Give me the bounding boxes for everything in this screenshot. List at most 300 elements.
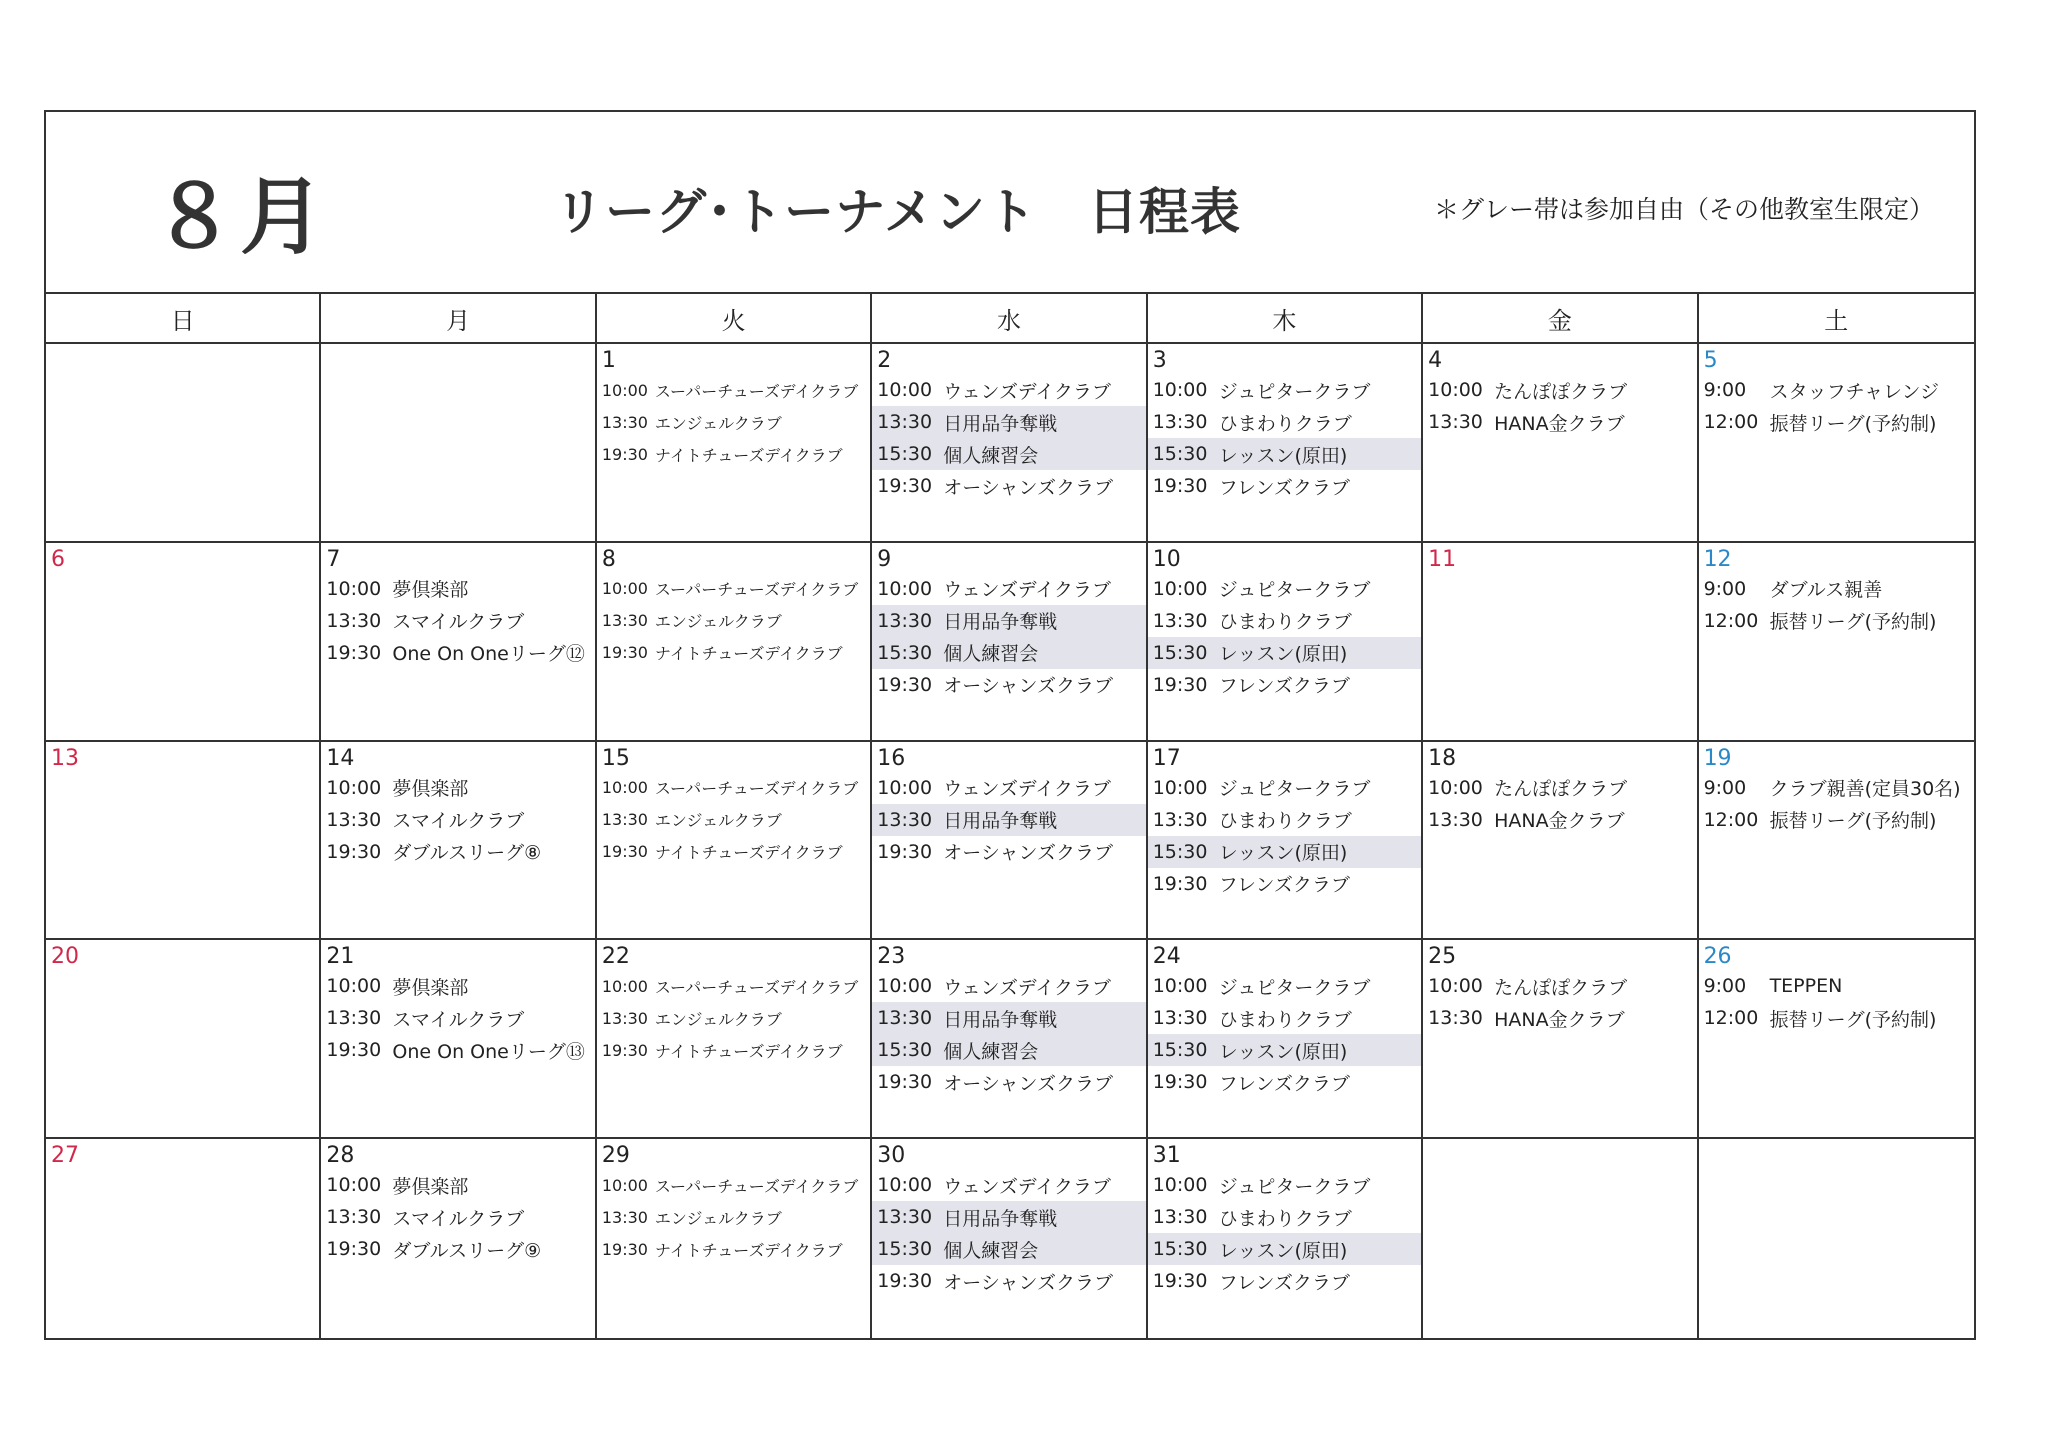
event-name: ウェンズデイクラブ: [943, 976, 1111, 999]
event-time: 10:00: [1428, 379, 1483, 401]
event-time: 10:00: [1428, 776, 1483, 799]
event-name: スマイルクラブ: [392, 611, 525, 634]
schedule-sheet: [44, 110, 1976, 1340]
event-name: オーシャンズクラブ: [943, 476, 1113, 499]
event-time: 19:30: [1152, 1270, 1208, 1293]
event-row: [1423, 772, 1696, 804]
event-name: 日用品争奪戦: [943, 1008, 1058, 1031]
event-time: 19:30: [877, 1270, 933, 1293]
event-time: 10:00: [877, 1174, 933, 1197]
event-row: [1423, 804, 1696, 836]
event-time: 9:00: [1703, 776, 1747, 799]
event-row: [597, 836, 870, 868]
event-name: たんぽぽクラブ: [1494, 778, 1628, 801]
event-name: 夢倶楽部: [392, 1175, 469, 1198]
day-number: 4: [1428, 348, 1443, 373]
event-time: 13:30: [1152, 609, 1208, 632]
event-row: [597, 1233, 870, 1265]
day-number: 27: [51, 1143, 79, 1169]
event-name: 日用品争奪戦: [943, 412, 1058, 435]
event-name: スマイルクラブ: [392, 1008, 525, 1031]
event-row: [597, 637, 870, 669]
event-name: ジュピタークラブ: [1218, 380, 1371, 403]
day-cell: [597, 543, 872, 742]
event-time: 19:30: [601, 842, 648, 862]
day-number: 21: [326, 944, 355, 970]
event-time: 10:00: [877, 577, 933, 600]
event-name: ダブルスリーグ⑨: [392, 1239, 542, 1262]
event-name: エンジェルクラブ: [654, 413, 782, 433]
event-time: 10:00: [326, 776, 382, 799]
day-number: 20: [51, 944, 79, 970]
event-name: 振替リーグ(予約制): [1769, 611, 1937, 634]
day-cell: [597, 940, 872, 1139]
event-name: エンジェルクラブ: [654, 1208, 782, 1228]
event-name: オーシャンズクラブ: [943, 675, 1113, 698]
day-number: 11: [1428, 546, 1457, 572]
event-time: 10:00: [601, 579, 648, 599]
event-row: [872, 374, 1145, 406]
day-cell: [597, 1139, 872, 1338]
event-name: 夢倶楽部: [392, 579, 469, 602]
day-number: 28: [326, 1143, 355, 1169]
event-time: 13:30: [601, 1207, 648, 1227]
event-time: 13:30: [601, 1008, 648, 1028]
day-number: 12: [1703, 546, 1732, 572]
event-name: ナイトチューズデイクラブ: [654, 1041, 843, 1061]
weekday-sun: 日: [46, 294, 321, 344]
event-row: [321, 637, 594, 669]
event-time: 15:30: [1152, 443, 1208, 465]
event-name: スーパーチューズデイクラブ: [654, 381, 859, 401]
event-name: 個人練習会: [943, 1040, 1039, 1063]
day-number: 14: [326, 745, 355, 771]
event-time: 13:30: [1152, 1206, 1208, 1229]
day-cell: [1699, 742, 1974, 941]
day-cell: [597, 344, 872, 543]
event-row: [872, 970, 1145, 1002]
day-number: [1423, 1143, 1696, 1169]
event-time: 15:30: [877, 641, 933, 664]
event-name: クラブ親善(定員30名): [1769, 778, 1961, 801]
event-time: 13:30: [601, 611, 648, 631]
event-name: レッスン(原田): [1218, 444, 1348, 467]
event-time: 13:30: [1428, 411, 1483, 433]
day-number: 9: [877, 546, 892, 572]
event-time: 9:00: [1703, 975, 1747, 998]
day-number: 25: [1428, 944, 1457, 970]
event-name: オーシャンズクラブ: [943, 842, 1113, 865]
day-number: 24: [1152, 944, 1181, 970]
event-name: ひまわりクラブ: [1218, 1207, 1352, 1230]
page-title: リーグ･トーナメント 日程表: [554, 183, 1241, 241]
day-cell: [321, 1139, 596, 1338]
event-name: HANA金クラブ: [1494, 810, 1625, 833]
day-number: 5: [1703, 348, 1718, 373]
event-time: 19:30: [326, 641, 382, 664]
event-row: [321, 1169, 594, 1201]
day-number: 22: [601, 944, 630, 970]
event-row: [1148, 669, 1421, 701]
event-name: ジュピタークラブ: [1218, 778, 1371, 801]
event-row: [1148, 1201, 1421, 1233]
event-row: [1148, 1233, 1421, 1265]
day-number: 2: [877, 348, 892, 373]
weekday-fri: 金: [1423, 294, 1698, 344]
event-time: 15:30: [1152, 1238, 1208, 1261]
event-row: [321, 573, 594, 605]
event-row: [872, 1201, 1145, 1233]
event-name: ウェンズデイクラブ: [943, 579, 1111, 602]
event-time: 10:00: [1428, 975, 1483, 998]
event-row: [597, 573, 870, 605]
event-name: One On Oneリーグ⑬: [392, 1040, 585, 1063]
event-time: 19:30: [877, 1071, 933, 1094]
event-name: 個人練習会: [943, 444, 1039, 467]
event-time: 19:30: [1152, 872, 1208, 895]
event-row: [321, 970, 594, 1002]
event-row: [1699, 1002, 1974, 1034]
event-name: エンジェルクラブ: [654, 811, 782, 831]
event-time: 15:30: [877, 1238, 933, 1261]
event-row: [321, 804, 594, 836]
day-cell: [46, 940, 321, 1139]
event-name: ジュピタークラブ: [1218, 579, 1371, 602]
event-name: ひまわりクラブ: [1218, 1008, 1352, 1031]
event-name: レッスン(原田): [1218, 1040, 1348, 1063]
event-row: [597, 1169, 870, 1201]
event-time: 10:00: [1152, 1174, 1208, 1197]
event-row: [1148, 470, 1421, 502]
event-time: 13:30: [1428, 1007, 1483, 1030]
event-name: ひまわりクラブ: [1218, 611, 1352, 634]
event-name: 日用品争奪戦: [943, 810, 1058, 833]
event-name: ウェンズデイクラブ: [943, 1175, 1111, 1198]
event-time: 15:30: [1152, 840, 1208, 863]
event-name: 振替リーグ(予約制): [1769, 810, 1937, 833]
event-time: 19:30: [1152, 475, 1208, 497]
event-name: レッスン(原田): [1218, 1239, 1348, 1262]
event-name: ひまわりクラブ: [1218, 412, 1352, 435]
event-time: 10:00: [601, 976, 648, 996]
event-row: [872, 1066, 1145, 1098]
event-time: 13:30: [1428, 808, 1483, 831]
event-name: TEPPEN: [1769, 975, 1843, 998]
event-time: 10:00: [1152, 577, 1208, 600]
event-time: 19:30: [1152, 1071, 1208, 1094]
event-time: 19:30: [326, 1039, 382, 1062]
weekday-wed: 水: [872, 294, 1147, 344]
event-row: [597, 374, 870, 406]
event-time: 15:30: [877, 1039, 933, 1062]
day-cell: [46, 1139, 321, 1338]
event-time: 10:00: [877, 975, 933, 998]
event-time: 10:00: [1152, 776, 1208, 799]
day-number: 23: [877, 944, 906, 970]
event-name: スーパーチューズデイクラブ: [654, 779, 859, 799]
event-name: レッスン(原田): [1218, 842, 1348, 865]
event-row: [597, 1201, 870, 1233]
event-row: [321, 1002, 594, 1034]
event-name: フレンズクラブ: [1218, 675, 1350, 698]
event-name: スーパーチューズデイクラブ: [654, 977, 859, 997]
event-row: [1423, 1002, 1696, 1034]
event-row: [1148, 1066, 1421, 1098]
event-row: [321, 1201, 594, 1233]
event-name: フレンズクラブ: [1218, 1271, 1350, 1294]
day-cell: [1699, 940, 1974, 1139]
event-name: スーパーチューズデイクラブ: [654, 580, 859, 600]
event-name: 日用品争奪戦: [943, 1207, 1058, 1230]
event-row: [872, 1169, 1145, 1201]
event-row: [1699, 804, 1974, 836]
month-title: ８月: [152, 168, 329, 266]
event-time: 19:30: [326, 840, 382, 863]
event-time: 19:30: [1152, 673, 1208, 696]
weekday-thu: 木: [1148, 294, 1423, 344]
day-number: 7: [326, 546, 341, 572]
day-cell: [872, 742, 1147, 941]
gray-band-note: ＊グレー帯は参加自由（その他教室生限定）: [1433, 195, 1934, 224]
event-time: 10:00: [601, 380, 648, 400]
weekday-sat: 土: [1699, 294, 1974, 344]
event-name: One On Oneリーグ⑫: [392, 643, 585, 666]
day-number: 15: [601, 745, 630, 771]
day-cell: [1423, 742, 1698, 941]
event-row: [1699, 406, 1974, 438]
event-row: [1148, 406, 1421, 438]
day-cell: [46, 344, 321, 543]
day-cell: [1423, 344, 1698, 543]
day-number: 31: [1152, 1143, 1181, 1169]
day-cell: [872, 344, 1147, 543]
event-time: 13:30: [1152, 1007, 1208, 1030]
day-cell: [872, 543, 1147, 742]
event-time: 12:00: [1703, 808, 1759, 831]
calendar-grid: [46, 294, 1974, 1338]
day-number: 6: [51, 546, 65, 572]
event-time: 10:00: [326, 1174, 382, 1197]
event-name: ナイトチューズデイクラブ: [654, 445, 843, 465]
day-cell: [46, 742, 321, 941]
event-name: スマイルクラブ: [392, 1207, 525, 1230]
event-row: [872, 605, 1145, 637]
event-row: [597, 970, 870, 1002]
event-row: [1699, 970, 1974, 1002]
event-time: 15:30: [1152, 641, 1208, 664]
event-row: [872, 637, 1145, 669]
event-time: 12:00: [1703, 1007, 1759, 1030]
event-row: [597, 1002, 870, 1034]
event-row: [321, 1034, 594, 1066]
weekday-mon: 月: [321, 294, 596, 344]
event-time: 15:30: [1152, 1039, 1208, 1062]
day-number: 13: [51, 745, 79, 771]
event-row: [1148, 1002, 1421, 1034]
event-row: [321, 1233, 594, 1265]
event-time: 10:00: [326, 975, 382, 998]
day-number: [1699, 1143, 1974, 1169]
event-name: 振替リーグ(予約制): [1769, 412, 1937, 435]
event-time: 13:30: [326, 609, 382, 632]
day-number: 16: [877, 745, 906, 771]
day-number: 1: [601, 348, 616, 373]
event-name: オーシャンズクラブ: [943, 1271, 1113, 1294]
event-time: 13:30: [326, 808, 382, 831]
event-name: エンジェルクラブ: [654, 612, 782, 632]
event-row: [872, 438, 1145, 470]
event-time: 10:00: [877, 379, 933, 401]
event-name: ナイトチューズデイクラブ: [654, 1240, 843, 1260]
day-number: 29: [601, 1143, 630, 1169]
day-cell: [321, 940, 596, 1139]
day-cell: [321, 543, 596, 742]
event-row: [872, 836, 1145, 868]
event-time: 13:30: [601, 412, 648, 432]
day-cell: [872, 1139, 1147, 1338]
event-name: スーパーチューズデイクラブ: [654, 1176, 859, 1196]
event-time: 10:00: [601, 1175, 648, 1195]
day-number: 8: [601, 546, 616, 572]
day-cell: [1423, 1139, 1698, 1338]
event-time: 13:30: [877, 609, 933, 632]
event-time: 13:30: [1152, 808, 1208, 831]
day-number: 18: [1428, 745, 1457, 771]
event-time: 15:30: [877, 443, 933, 465]
event-name: ウェンズデイクラブ: [943, 778, 1111, 801]
event-time: 10:00: [326, 577, 382, 600]
event-time: 19:30: [877, 840, 933, 863]
event-row: [597, 605, 870, 637]
event-row: [1423, 374, 1696, 406]
event-name: ジュピタークラブ: [1218, 1175, 1371, 1198]
day-cell: [872, 940, 1147, 1139]
event-row: [872, 573, 1145, 605]
event-time: 13:30: [877, 1206, 933, 1229]
event-time: 13:30: [326, 1007, 382, 1030]
event-name: ナイトチューズデイクラブ: [654, 644, 843, 664]
event-name: スタッフチャレンジ: [1769, 380, 1940, 403]
event-time: 10:00: [1152, 379, 1208, 401]
event-time: 13:30: [877, 808, 933, 831]
event-time: 19:30: [601, 444, 648, 464]
event-time: 12:00: [1703, 609, 1759, 632]
day-cell: [1148, 940, 1423, 1139]
event-name: たんぽぽクラブ: [1494, 380, 1628, 403]
event-time: 13:30: [877, 411, 933, 433]
event-name: HANA金クラブ: [1494, 1008, 1625, 1031]
day-number: [46, 348, 319, 374]
event-time: 10:00: [877, 776, 933, 799]
event-time: 13:30: [1152, 411, 1208, 433]
event-time: 10:00: [1152, 975, 1208, 998]
day-cell: [1148, 344, 1423, 543]
event-name: エンジェルクラブ: [654, 1009, 782, 1029]
event-row: [1699, 605, 1974, 637]
event-row: [872, 406, 1145, 438]
event-row: [1423, 406, 1696, 438]
event-name: たんぽぽクラブ: [1494, 976, 1628, 999]
event-time: 13:30: [601, 810, 648, 830]
event-row: [597, 438, 870, 470]
event-row: [597, 1034, 870, 1066]
event-row: [1148, 438, 1421, 470]
day-number: 10: [1152, 546, 1181, 572]
event-time: 9:00: [1703, 379, 1747, 401]
event-row: [321, 836, 594, 868]
event-row: [872, 804, 1145, 836]
day-cell: [1423, 543, 1698, 742]
event-row: [597, 406, 870, 438]
event-row: [1423, 970, 1696, 1002]
event-name: ジュピタークラブ: [1218, 976, 1371, 999]
event-row: [1148, 374, 1421, 406]
day-number: [321, 348, 594, 374]
event-name: ウェンズデイクラブ: [943, 380, 1111, 403]
event-row: [597, 804, 870, 836]
day-cell: [1699, 543, 1974, 742]
event-time: 12:00: [1703, 411, 1759, 433]
event-name: ひまわりクラブ: [1218, 810, 1352, 833]
event-time: 19:30: [877, 673, 933, 696]
event-name: HANA金クラブ: [1494, 412, 1625, 435]
day-number: 30: [877, 1143, 906, 1169]
day-cell: [1148, 543, 1423, 742]
event-name: ナイトチューズデイクラブ: [654, 843, 843, 863]
event-row: [1699, 772, 1974, 804]
day-number: 3: [1152, 348, 1167, 373]
event-row: [1148, 605, 1421, 637]
event-row: [1148, 1169, 1421, 1201]
event-name: ダブルス親善: [1769, 579, 1883, 602]
event-row: [872, 772, 1145, 804]
event-time: 9:00: [1703, 577, 1747, 600]
event-name: スマイルクラブ: [392, 810, 525, 833]
day-cell: [321, 344, 596, 543]
event-row: [1699, 573, 1974, 605]
event-row: [872, 1265, 1145, 1297]
day-cell: [1699, 344, 1974, 543]
event-time: 19:30: [326, 1238, 382, 1261]
event-row: [321, 605, 594, 637]
event-name: 個人練習会: [943, 643, 1039, 666]
event-row: [1148, 868, 1421, 900]
day-cell: [1148, 1139, 1423, 1338]
event-time: 13:30: [877, 1007, 933, 1030]
event-row: [1148, 1034, 1421, 1066]
event-name: 日用品争奪戦: [943, 611, 1058, 634]
event-row: [872, 669, 1145, 701]
event-row: [872, 1034, 1145, 1066]
event-time: 19:30: [877, 475, 933, 497]
event-time: 10:00: [601, 778, 648, 798]
event-name: 振替リーグ(予約制): [1769, 1008, 1937, 1031]
event-name: 夢倶楽部: [392, 778, 469, 801]
day-number: 19: [1703, 745, 1732, 771]
day-cell: [1699, 1139, 1974, 1338]
day-number: 26: [1703, 944, 1732, 970]
schedule-header: [46, 112, 1974, 294]
event-row: [1148, 804, 1421, 836]
event-row: [1699, 374, 1974, 406]
event-name: フレンズクラブ: [1218, 476, 1350, 499]
event-row: [1148, 1265, 1421, 1297]
event-time: 19:30: [601, 1239, 648, 1259]
event-time: 13:30: [326, 1206, 382, 1229]
event-name: 夢倶楽部: [392, 976, 469, 999]
event-name: フレンズクラブ: [1218, 1072, 1350, 1095]
event-row: [1148, 970, 1421, 1002]
